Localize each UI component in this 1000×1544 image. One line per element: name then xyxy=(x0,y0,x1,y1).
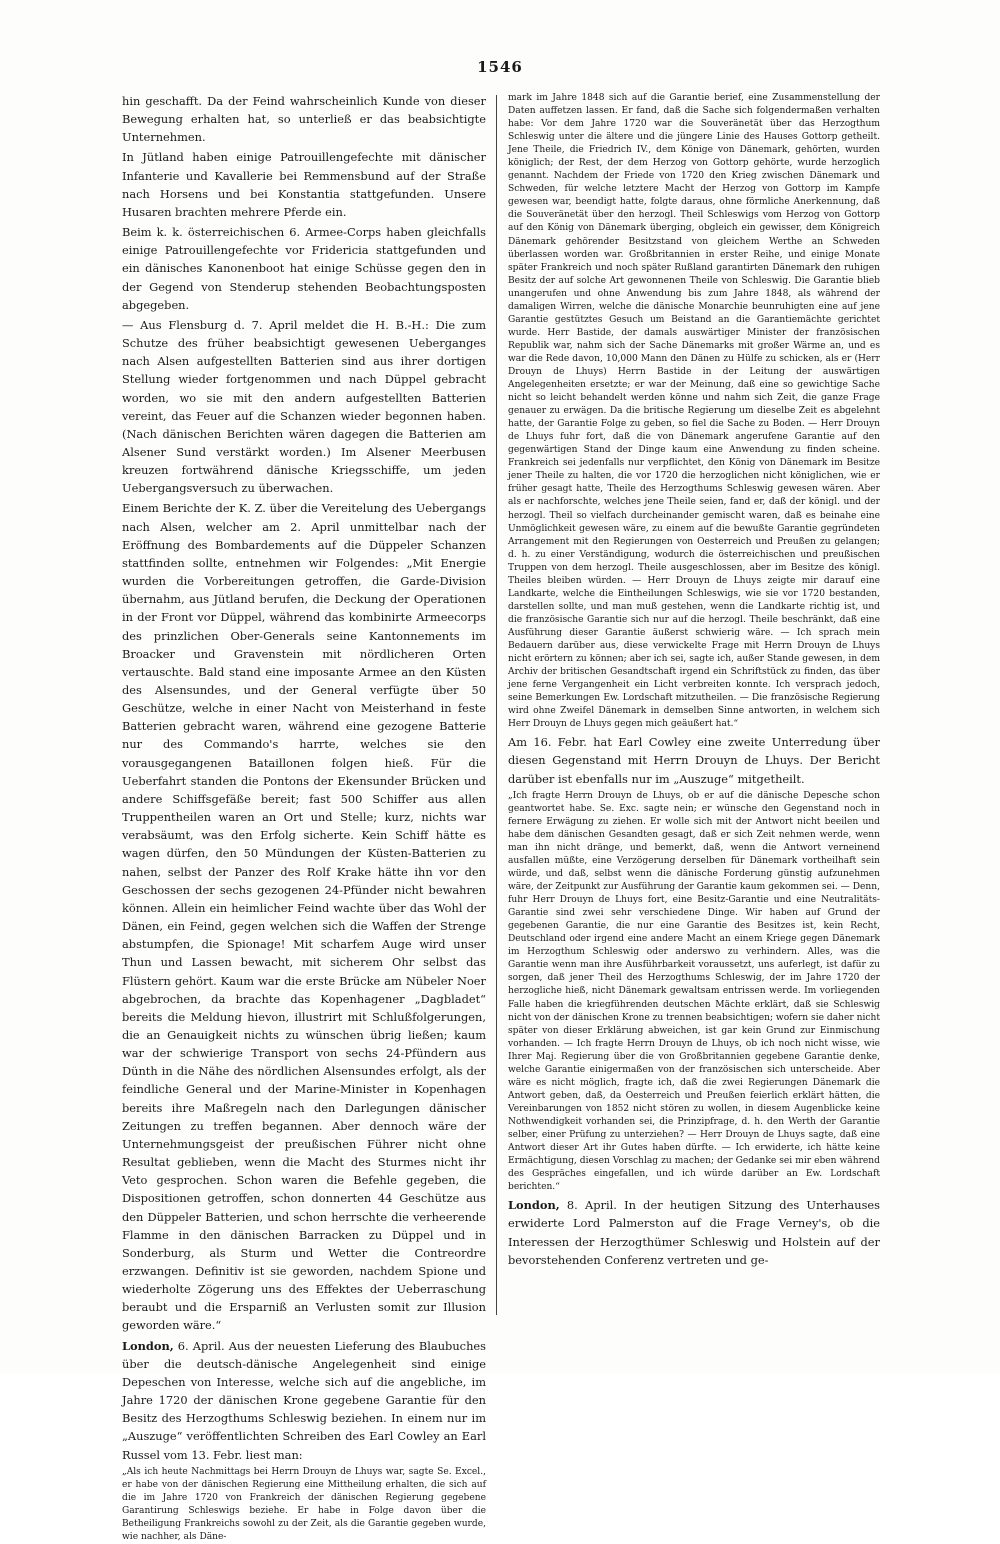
column-divider xyxy=(496,95,497,1315)
left-paragraph: Beim k. k. österreichischen 6. Armee-Corps haben gleichfalls einige Patrouillengefechte vor Fridericia stattgefunden und ein dänisches Kanonenboot hat einige Schüsse gegen den in der Gegend von Stenderup stehenden Beobachtungsposten abgegeben. xyxy=(122,225,486,312)
left-paragraph: — Aus Flensburg d. 7. April meldet die H. B.-H.: Die zum Schutze des früher beabsichtigt gewesenen Ueberganges nach Alsen aufgestellten Batterien sind aus ihrer dortigen Stellung wieder fortgenommen und nach Düppel gebracht worden, wo sie mit den andern aufgestellten Batterien vereint, das Feuer auf die Schanzen wieder begonnen haben. (Nach dänischen Berichten wären dagegen die Batterien am Alsener Sund verstärkt worden.) Im Alsener Meerbusen kreuzen fortwährend dänische Kriegsschiffe, um jeden Uebergangsversuch zu überwachen. xyxy=(122,317,486,496)
dateline: London, xyxy=(122,1338,174,1353)
left-paragraph: „Als ich heute Nachmittags bei Herrn Drouyn de Lhuys war, sagte Se. Excel., er habe von der dänischen Regierung eine Mittheilung erhalten, die sich auf die im Jahre 1720 von Frankreich der dänischen Regierung gegebene Garantirung Schleswigs beziehe. Er habe in Folge davon über die Betheiligung Frankreichs sowohl zu der Zeit, als die Garantie gegeben wurde, wie nachher, als Däne- xyxy=(122,1466,486,1542)
right-column xyxy=(508,92,880,1324)
left-column xyxy=(122,92,486,1542)
right-paragraph: „Ich fragte Herrn Drouyn de Lhuys, ob er auf die dänische Depesche schon geantwortet habe. Se. Exc. sagte nein; er wünsche den Gegenstand noch in fernere Erwägung zu ziehen. Er wolle sich mit der Antwort nicht beeilen und habe dem dänischen Gesandten gesagt, daß er sich Zeit nehmen werde, wenn man ihn nicht dränge, und bemerkt, daß, wenn die Antwort verneinend ausfallen müßte, eine Verzögerung derselben für Dänemark vortheilhaft sein würde, und daß, selbst wenn die dänische Forderung günstig aufzunehmen wäre, der Zeitpunkt zur Ausführung der Garantie kaum gekommen sei. — Denn, fuhr Herr Drouyn de Lhuys fort, eine Besitz-Garantie und eine Neutralitäts-Garantie sind zwei sehr verschiedene Dinge. Wir haben auf Grund der gegebenen Garantie, die nur eine Garantie des Besitzes ist, kein Recht, Deutschland oder irgend eine andere Macht an einem Kriege gegen Dänemark im Herzogthum Schleswig oder anderswo zu verhindern. Alles, was die Garantie wenn man ihre Ausführbarkeit voraussetzt, uns auferlegt, ist dafür zu sorgen, daß jener Theil des Herzogthums Schleswig, der im Jahre 1720 der herzogliche hieß, nicht Dänemark gewaltsam entrissen werde. Im vorliegenden Falle haben die kriegführenden deutschen Mächte erklärt, daß sie Schleswig nicht von der dänischen Krone zu trennen beabsichtigen; wofern sie daher nicht später von dieser Erklärung abweichen, ist gar kein Grund zur Einmischung vorhanden. — Ich fragte Herrn Drouyn de Lhuys, ob ich noch nicht wisse, wie Ihrer Maj. Regierung über die von Großbritannien gegebene Garantie denke, welche Garantie einigermaßen von der französischen sich unterscheide. Aber wäre es nicht möglich, fragte ich, daß die zwei Regierungen Dänemark die Antwort geben, daß, da Oesterreich und Preußen feierlich erklärt hätten, die Vereinbarungen von 1852 nicht stören zu wollen, in diesem Augenblicke keine Nothwendigkeit vorhanden sei, die Prinzipfrage, d. h. den Werth der Garantie selber, einer Prüfung zu unterziehen? — Herr Drouyn de Lhuys sagte, daß eine Antwort dieser Art ihr Gutes haben dürfte. — Ich erwiderte, ich hätte keine Ermächtigung, diesen Vorschlag zu machen; der Gedanke sei mir eben während des Gespräches eingefallen, und ich würde darüber an Ew. Lordschaft berichten.“ xyxy=(508,790,880,1193)
right-paragraph: London, 8. April. In der heutigen Sitzung des Unterhauses erwiderte Lord Palmerston auf die Frage Verney's, ob die Interessen der Herzogthümer Schleswig und Holstein auf der bevorstehenden Conferenz vertreten und ge- xyxy=(508,1198,880,1267)
left-paragraph: In Jütland haben einige Patrouillengefechte mit dänischer Infanterie und Kavallerie bei Remmensbund auf der Straße nach Horsens und bei Konstantia stattgefunden. Unsere Husaren brachten mehrere Pferde ein. xyxy=(122,150,486,219)
right-paragraph: Am 16. Febr. hat Earl Cowley eine zweite Unterredung über diesen Gegenstand mit Herrn Drouyn de Lhuys. Der Bericht darüber ist ebenfalls nur im „Auszuge“ mitgetheilt. xyxy=(508,735,880,786)
left-paragraph: London, 6. April. Aus der neuesten Lieferung des Blaubuches über die deutsch-dänische Angelegenheit sind einige Depeschen von Interesse, welche sich auf die angebliche, im Jahre 1720 der dänischen Krone gegebene Garantie für den Besitz des Herzogthums Schleswig beziehen. In einem nur im „Auszuge“ veröffentlichten Schreiben des Earl Cowley an Earl Russel vom 13. Febr. liest man: xyxy=(122,1338,486,1462)
dateline: London, xyxy=(508,1198,560,1213)
right-paragraph: mark im Jahre 1848 sich auf die Garantie berief, eine Zusammenstellung der Daten auffetzen lassen. Er fand, daß die Sache sich folgendermaßen verhalten habe: Vor dem Jahre 1720 war die Souveränetät über das Herzogthum Schleswig unter die ältere und die jüngere Linie des Hauses Gottorp getheilt. Jene Theile, die Friedrich IV., dem Könige von Dänemark, gehörten, wurden königlich; der Rest, der dem Herzog von Gottorp gehörte, wurde herzoglich genannt. Nachdem der Friede von 1720 den Krieg zwischen Dänemark und Schweden, für welche letztere Macht der Herzog von Gottorp im Kampfe gewesen war, beendigt hatte, folgte daraus, ohne förmliche Anerkennung, daß die Souveränetät über den herzogl. Theil Schleswigs vom Herzog von Gottorp auf den König von Dänemark überging, obgleich ein gewisser, dem Königreich Dänemark gehörender Besitzstand von gleichem Werthe an Schweden überlassen worden war. Großbritannien in erster Reihe, und einige Monate später Frankreich und noch später Rußland garantirten Dänemark den ruhigen Besitz der auf solche Art gewonnenen Theile von Schleswig. Die Garantie blieb unangerufen und ohne Anwendung bis zum Jahre 1848, als während der damaligen Wirren, welche die dänische Monarchie beunruhigten eine auf jene Garantie gestütztes Gesuch um Beistand an die Garantiemächte gerichtet wurde. Herr Bastide, der damals auswärtiger Minister der französischen Republik war, nahm sich der Sache Dänemarks mit großer Wärme an, und es war die Rede davon, 10,000 Mann den Dänen zu Hülfe zu schicken, als er (Herr Drouyn de Lhuys) Herrn Bastide in der Leitung der auswärtigen Angelegenheiten ersetzte; er war der Meinung, daß eine so gewichtige Sache nicht so leicht behandelt werden könne und nahm sich Zeit, die ganze Frage genauer zu erwägen. Da die britische Regierung um dieselbe Zeit es abgelehnt hatte, der Garantie Folge zu geben, so fiel die Sache zu Boden. — Herr Drouyn de Lhuys fuhr fort, daß die von Dänemark angerufene Garantie auf den gegenwärtigen Stand der Dinge kaum eine Anwendung zu finden scheine. Frankreich sei jedenfalls nur verpflichtet, den König von Dänemark im Besitze jener Theile zu halten, die vor 1720 die herzoglichen nicht königlichen, wie er früher gesagt hatte, Theile des Herzogthums Schleswig gewesen wären. Aber als er nachforschte, welches jene Theile seien, fand er, daß der königl. und der herzogl. Theil so vielfach durcheinander gemischt waren, daß es beinahe eine Unmöglichkeit gewesen wäre, zu einem auf die bewußte Garantie gegründeten Arrangement mit den Regierungen von Oesterreich und Preußen zu gelangen; d. h. zu einer Verständigung, wodurch die österreichischen und preußischen Truppen von dem herzogl. Theile ausgeschlossen, aber im Besitze des königl. Theiles bleiben würden. — Herr Drouyn de Lhuys zeigte mir darauf eine Landkarte, welche die Eintheilungen Schleswigs, wie sie vor 1720 bestanden, darstellen sollte, und man muß gestehen, wenn die Landkarte richtig ist, und die französische Garantie sich nur auf die herzogl. Theile beschränkt, daß eine Ausführung dieser Garantie äußerst schwierig wäre. — Ich sprach mein Bedauern darüber aus, diese verwickelte Frage mit Herrn Drouyn de Lhuys nicht erörtern zu können; aber ich sei, sagte ich, außer Stande gewesen, in dem Archiv der britischen Gesandtschaft irgend ein Schriftstück zu finden, das über jene ferne Vergangenheit ein Licht verbreiten konnte. Ich versprach jedoch, seine Bemerkungen Ew. Lordschaft mitzutheilen. — Die französische Regierung wird ohne Zweifel Dänemark in demselben Sinne antworten, in welchem sich Herr Drouyn de Lhuys gegen mich geäußert hat.“ xyxy=(508,93,880,730)
left-paragraph: hin geschafft. Da der Feind wahrscheinlich Kunde von dieser Bewegung erhalten hat, so unterließ er das beabsichtigte Unternehmen. xyxy=(122,94,486,145)
left-paragraph: Einem Berichte der K. Z. über die Vereitelung des Uebergangs nach Alsen, welcher am 2. April unmittelbar nach der Eröffnung des Bombardements auf die Düppeler Schanzen stattfinden sollte, entnehmen wir Folgendes: „Mit Energie wurden die Vorbereitungen getroffen, die Garde-Division übernahm, aus Jütland berufen, die Deckung der Operationen in der Front vor Düppel, während das kombinirte Armeecorps des prinzlichen Ober-Generals seine Kantonnements im Broacker und Gravenstein mit nördlicheren Orten vertauschte. Bald stand eine imposante Armee an den Küsten des Alsensundes, und der General verfügte über 50 Geschütze, welche in einer Nacht von Meisterhand in feste Batterien gebracht waren, während eine gezogene Batterie nur des Commando's harrte, welches sie den vorausgegangenen Bataillonen folgen hieß. Für die Ueberfahrt standen die Pontons der Ekensunder Brücken und andere Schiffsgefäße bereit; fast 500 Schiffer aus allen Truppentheilen waren an Ort und Stelle; kurz, nichts war verabsäumt, was den Erfolg sicherte. Kein Schiff hätte es wagen dürfen, den 50 Mündungen der Küsten-Batterien zu nahen, selbst der Panzer des Rolf Krake hätte ihn vor den Geschossen der sechs gezogenen 24-Pfünder nicht bewahren können. Allein ein heimlicher Feind wachte über das Wohl der Dänen, ein Feind, gegen welchen sich die Waffen der Strenge abstumpfen, die Spionage! Mit scharfem Auge wird unser Thun und Lassen bewacht, mit sicherem Ohr selbst das Flüstern gehört. Kaum war die erste Brücke am Nübeler Noer abgebrochen, da brachte das Kopenhagener „Dagbladet“ bereits die Meldung hievon, illustrirt mit Schlußfolgerungen, die an Genauigkeit nichts zu wünschen übrig ließen; kaum war der schwierige Transport von sechs 24-Pfündern aus Dünth in die Nähe des nördlichen Alsensundes erfolgt, als der feindliche General und der Marine-Minister in Kopenhagen bereits ihre Maßregeln nach den Darlegungen dänischer Zeitungen zu treffen begannen. Aber dennoch wäre der Unternehmungsgeist der preußischen Führer nicht ohne Resultat geblieben, wenn die Macht des Sturmes nicht ihr Veto gesprochen. Schon waren die Befehle gegeben, die Dispositionen getroffen, schon donnerten 44 Geschütze aus den Düppeler Batterien, und schon herrschte die verheerende Flamme in den dänischen Barracken zu Düppel und in Sonderburg, als Sturm und Wetter die Contreordre erzwangen. Definitiv ist sie geworden, nachdem Spione und wiederholte Zögerung uns des Effektes der Ueberraschung beraubt und die Ersparniß an Verlusten somit zur Illusion geworden wäre.“ xyxy=(122,501,486,1333)
page-number: 1546 xyxy=(477,58,523,76)
